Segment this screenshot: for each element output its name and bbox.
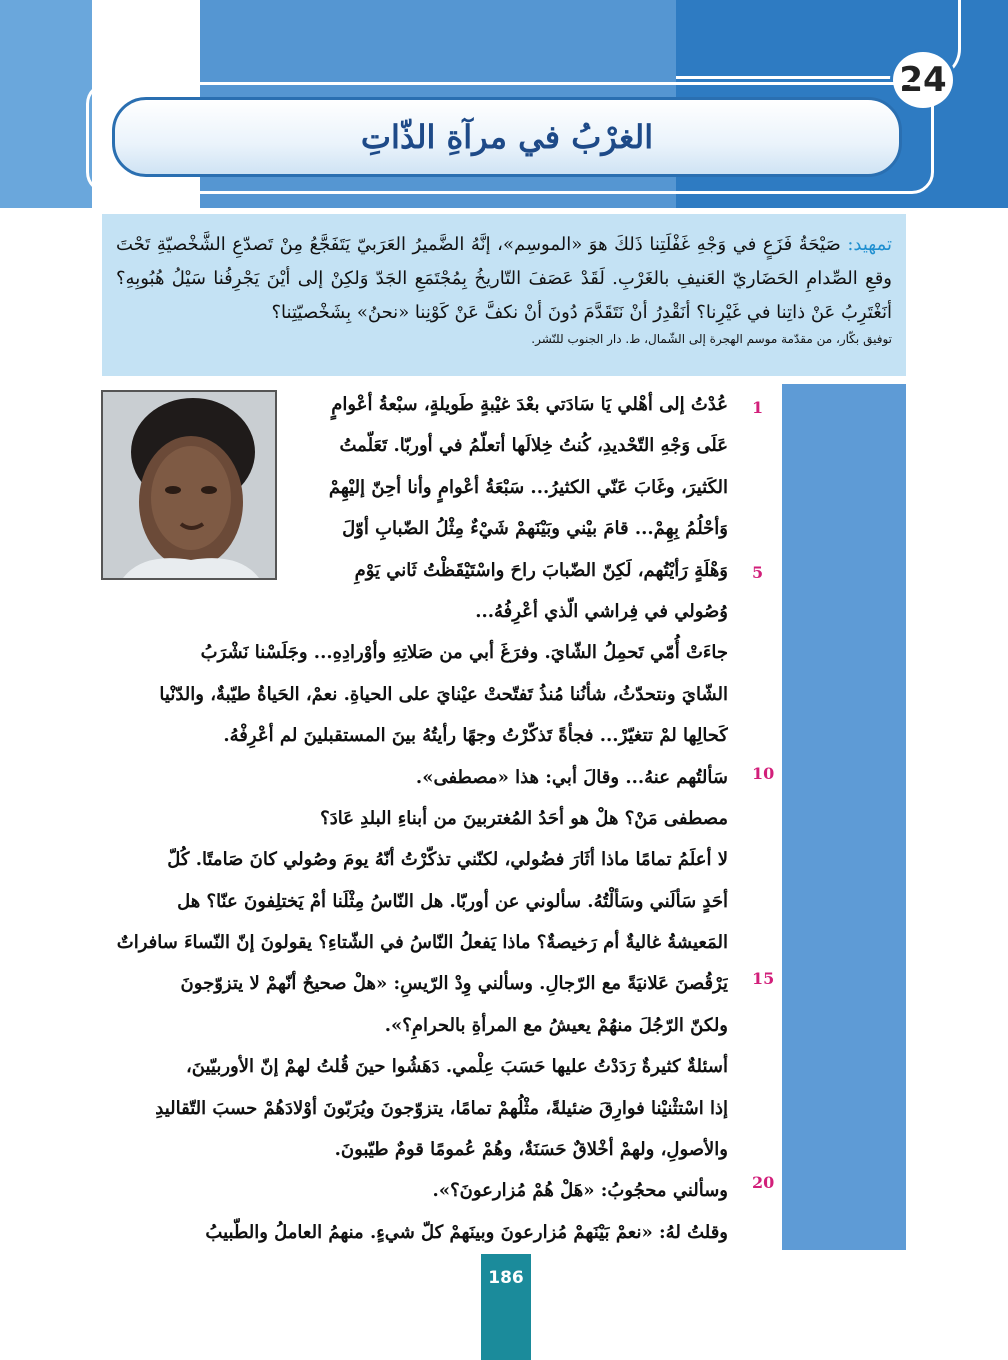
intro-box [102,214,906,376]
intro-source: توفيق بكّار، من مقدّمة موسم الهجرة إلى الشّمال، ط. دار الجنوب للنّشر. [531,332,892,346]
text-line: وَهْلَةٍ رَأيْتُهم، لَكِنّ الضّبابَ راحَ واسْتَيْقَظْتُ ثَاني يَوْمِ [354,559,728,581]
header-light-strip [0,0,100,208]
intro-paragraph [116,228,892,330]
text-line: مصطفى مَنْ؟ هلْ هو أحَدُ المُغتربينَ من أبناءِ البلدِ عَادَ؟ [320,807,728,829]
text-line: ولكنّ الرّجُلَ منهُمْ يعيشُ مع المرأةِ بالحرامِ؟». [384,1014,728,1036]
page-number: 186 [488,1268,524,1288]
text-line: وُصُولي في فِراشي الّذي أعْرِفُهُ... [475,600,728,622]
sidebar-panel [782,384,906,1250]
text-line: عُدْتُ إلى أهْلي يَا سَادَتي بعْدَ غيْبةٍ طَويلةٍ، سبْعةُ أعْوامٍ [331,394,728,415]
line-number: 1 [752,398,764,417]
title-box [112,97,902,177]
text-line: وقلتُ لهُ: «نعمْ بَيْنَهمْ مُزارعونَ وبينَهمْ كلّ شيءٍ. منهمُ العاملُ والطّبيبُ [205,1221,728,1243]
text-line: الكَثيرَ، وغَابَ عَنّي الكثيرُ... سَبْعَةُ أعْوامٍ وأنا أحِنّ إليْهِمْ [328,476,728,498]
text-line: وسألني محجُوبُ: «هَلْ هُمْ مُزارعونَ؟». [432,1180,728,1202]
text-line: يَرْقُصنَ عَلانيَةً مع الرّجالِ. وسألني وِدْ الرّيسِ: «هلْ صحيحٌ أنّهمْ لا يتزوّجونَ [180,973,728,995]
text-line: جاءَتْ أُمّي تَحمِلُ الشّايَ. وفرَغَ أبي من صَلاتِهِ وأوْرادِهِ... وجَلَسْنا نَشْرَبُ [200,642,728,664]
intro-label: تمهيد: [847,234,892,255]
intro-text: صَيْحَةُ فَزَعٍ في وَجْهِ غَفْلَتِنا ذَلكَ هوَ «الموسِم»، إنَّهُ الضَّميرُ العَرَبيّ يَتَفَجَّعُ مِنْ تَصدّعِ الشَّخْصيّةِ تَحْتَ وقعِ الصِّدامِ الحَضَاريّ العَنيفِ بالغَرْبِ. لَقَدْ عَصَفَ التّاريخُ بِمُجْتَمَعِ الجَدّ وَلكِنْ إلى أيْنَ يَجْرِفُنا سَيْلُ هُبُوبِهِ؟ أنَغْتَرِبُ عَنْ ذاتِنا في غَيْرِنا؟ أنَقْدِرُ أنْ نَتَقَدَّمَ دُونَ أنْ نكفَّ عَنْ كَوْنِنا «نحنُ» بِشَخْصيّتِنا؟ [116,234,892,323]
page-title: الغرْبُ في مرآةِ الذّاتِ [360,118,654,156]
lesson-number-badge: 24 [890,49,956,111]
text-line: سَألتُهم عنهُ... وقالَ أبي: هذا «مصطفى». [415,766,728,788]
text-line: لا أعلَمُ تمامًا ماذا أثَارَ فضُولي، لكنّني تذكّرْتُ أنّهُ يومَ وصُولي كانَ صَامتًا. كُلّ [167,849,728,871]
text-line: المَعيشةُ غاليةٌ أم رَخيصةٌ؟ ماذا يَفعلُ النّاسُ في الشّتاءِ؟ يقولونَ إنّ النّساءَ سافراتٌ [116,932,728,954]
text-line: الشّايَ ونتحدّثُ، شأنُنا مُنذُ تَفتّحتْ عيْنايَ على الحياةِ. نعمْ، الحَياةُ طيّبةٌ، والدّنْيا [159,683,728,705]
line-number: 20 [752,1173,775,1192]
line-number: 15 [752,969,775,988]
text-line: والأصولِ، ولهمْ أخْلاقٌ حَسَنَةٌ، وهُمْ عُمومًا قومٌ طيّبونَ. [334,1139,728,1161]
text-line: وَأحْلُمُ بِهِمْ... قامَ بيْني وبَيْنَهمْ شَيْءٌ مِثْلُ الضّبابِ أوّلَ [342,518,728,540]
text-line: أحَدٍ سَألَني وسَألْتُهُ. سألوني عن أوربّا. هل النّاسُ مِثْلَنا أمْ يَختلِفونَ عنّا؟ هل [177,890,728,912]
line-number: 10 [752,764,775,783]
text-line: إذا اسْتثْنيْنا فوارِقَ ضئيلةً، مثْلُهمْ تمامًا، يتزوّجونَ ويُرَبّونَ أوْلادَهُمْ حسبَ التّقاليدِ [155,1097,728,1119]
text-line: أسئلةٌ كثيرةٌ رَدَدْتُ عليها حَسَبَ عِلْمي. دَهَشُوا حينَ قُلتُ لهمْ إنّ الأوربيّينَ، [185,1056,728,1078]
text-line: كَحالِها لمْ تتغيّرْ... فجأةً تَذكّرْتُ وجهًا رأيتُهُ بينَ المستقبلينَ لم أعْرِفْهُ. [223,725,728,747]
text-line: عَلَى وَجْهِ التّحْديدِ، كُنتُ خِلالَها أتعلّمُ في أوربّا. تَعَلّمتُ [339,435,728,457]
line-number: 5 [752,563,764,582]
story-text [104,384,728,1253]
